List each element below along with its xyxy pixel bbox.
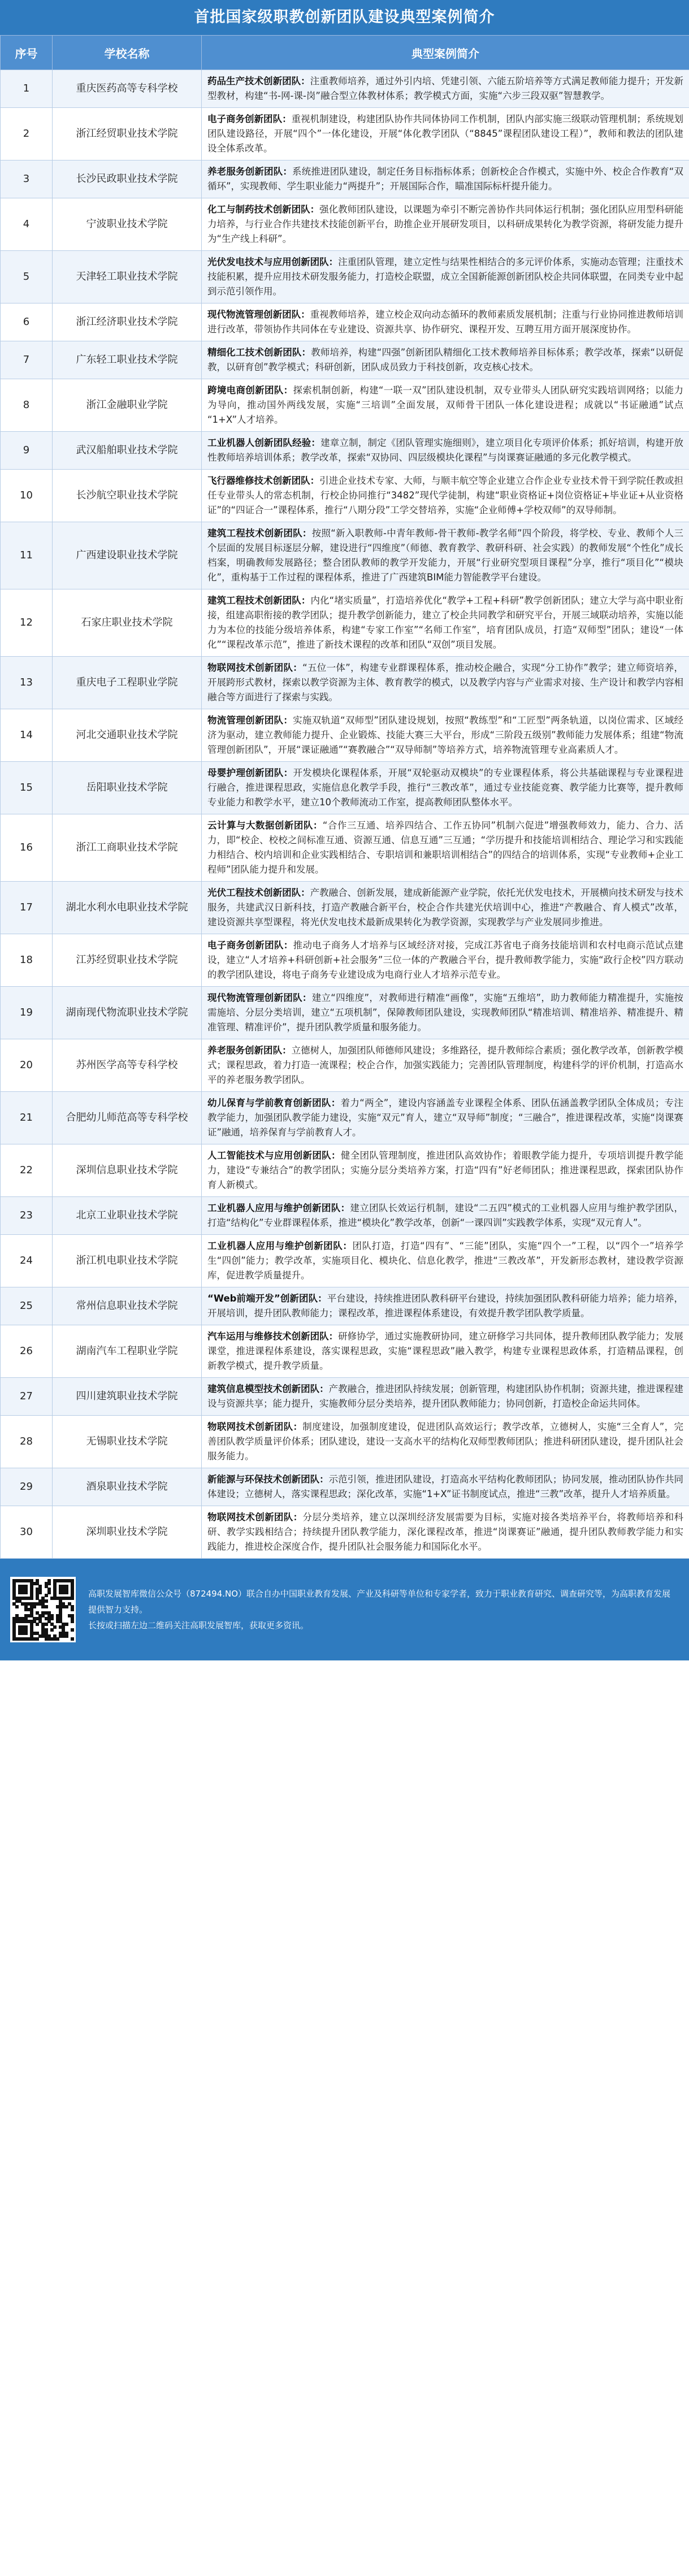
row-number: 25 [1, 1287, 53, 1325]
case-summary [202, 1287, 689, 1325]
table-row [1, 470, 689, 522]
team-name: 物联网技术创新团队： [207, 1421, 303, 1432]
team-name: 建筑工程技术创新团队： [207, 595, 311, 606]
team-name: 电子商务创新团队： [207, 114, 292, 124]
table-row [1, 1287, 689, 1325]
case-text: 教师培养，构建“四强”创新团队精细化工技术教师培养目标体系；教学改革，探索“以研促教，以研育创”教学模式；科研创新，团队成员致力于科技创新，攻克核心技术。 [207, 347, 683, 372]
team-name: 精细化工技术创新团队： [207, 347, 311, 358]
table-row [1, 1378, 689, 1416]
school-name: 深圳信息职业技术学院 [53, 1144, 202, 1197]
case-summary [202, 470, 689, 522]
team-name: 工业机器人应用与维护创新团队： [207, 1241, 353, 1251]
row-number: 23 [1, 1197, 53, 1235]
row-number: 14 [1, 709, 53, 762]
table-row [1, 379, 689, 432]
table-row [1, 1235, 689, 1287]
school-name: 宁波职业技术学院 [53, 198, 202, 251]
school-name: 长沙航空职业技术学院 [53, 470, 202, 522]
case-text: 建立“四维度”，对教师进行精准“画像”，实施“五维培”，助力教师能力精准提升，实施按需施培、分层分类培训，建立“五项机制”，保障教师团队建设，实现教师团队“精准培训、精准培养、精准提升、精准管理、精准评价”，提升团队教学质量和服务能力。 [207, 992, 683, 1033]
case-summary [202, 1144, 689, 1197]
row-number: 12 [1, 589, 53, 657]
school-name: 无锡职业技术学院 [53, 1416, 202, 1468]
case-summary [202, 882, 689, 934]
school-name: 北京工业职业技术学院 [53, 1197, 202, 1235]
row-number: 24 [1, 1235, 53, 1287]
case-summary [202, 251, 689, 303]
case-summary [202, 1039, 689, 1092]
row-number: 3 [1, 161, 53, 198]
school-name: 江苏经贸职业技术学院 [53, 934, 202, 987]
case-text: 制度建设，加强制度建设，促进团队高效运行；教学改革，立德树人，实施“三全育人”，完善团队教学质量评价体系；团队建设，建设一支高水平的结构化双师型教师团队；推进科研团队建设，提升团队社会服务能力。 [207, 1421, 683, 1462]
row-number: 29 [1, 1468, 53, 1506]
row-number: 27 [1, 1378, 53, 1416]
row-number: 30 [1, 1506, 53, 1559]
case-summary [202, 198, 689, 251]
row-number: 10 [1, 470, 53, 522]
team-name: 物联网技术创新团队： [207, 1512, 303, 1523]
table-row [1, 522, 689, 589]
team-name: 工业机器人创新团队经验： [207, 437, 321, 448]
team-name: 养老服务创新团队： [207, 166, 293, 177]
table-row [1, 1039, 689, 1092]
case-summary [202, 379, 689, 432]
case-summary [202, 814, 689, 882]
row-number: 22 [1, 1144, 53, 1197]
case-summary [202, 1416, 689, 1468]
case-text: “五位一体”，构建专业群课程体系，推动校企融合，实现“分工协作”教学；建立师资培养，开展跨形式教材，探索以教学资源为主体、教育教学的模式，以及教学内容与产业需求对接、生产设计和教学内容相融合等方面进行了探索与实践。 [207, 662, 684, 702]
case-summary [202, 108, 689, 161]
case-text: 开发模块化课程体系，开展“双轮驱动双模块”的专业课程体系，将公共基础课程与专业课程进行融合，推进课程思政，实施信息化教学手段，推行“三教改革”，通过专业技能竞赛、教学能力比赛等，提升教师专业能力和教学水平，建立10个教师流动工作室，提高教师团队整体水平。 [207, 767, 683, 808]
case-text: 团队打造，打造“四有”、“三能”团队，实施“四个一”工程，以“四个一”培养学生“四创”能力；教学改革，实施项目化、模块化、信息化教学，推进“三教改革”，开发新形态教材，建设教学资源库，促进教学质量提升。 [207, 1241, 684, 1281]
row-number: 8 [1, 379, 53, 432]
case-summary [202, 303, 689, 341]
case-text: 探索机制创新，构建“一联一双”团队建设机制，双专业带头人团队研究实践培训网络；以能力为导向，推动国外两线发展，实施“三培训”全面发展，双师骨干团队一体化建设进程；成就以“书证融通”试点 “1+X”人才培养。 [207, 385, 683, 425]
team-name: “Web前端开发”创新团队： [207, 1293, 327, 1304]
case-text: “合作三互通、培养四结合、工作五协同”机制六促进”增强教师效力，能力、合力、活力，即“校企、校校之间标准互通、资源互通、信息互通”三互通；“学历提升和技能培训相结合、理论学习和实践能力相结合、校内培训和企业实践相结合、专职培训和兼职培训相结合”的四结合的培训体系，实现“专业教师+企业工程师”团队能力提升和发展。 [207, 820, 683, 875]
header-school: 学校名称 [53, 36, 202, 70]
case-summary [202, 1325, 689, 1378]
case-summary [202, 709, 689, 762]
school-name: 深圳职业技术学院 [53, 1506, 202, 1559]
case-summary [202, 341, 689, 379]
team-name: 母婴护理创新团队： [207, 767, 293, 778]
table-row [1, 1325, 689, 1378]
table-row [1, 161, 689, 198]
page-title: 首批国家级职教创新团队建设典型案例简介 [0, 0, 689, 35]
case-summary [202, 657, 689, 709]
row-number: 15 [1, 762, 53, 814]
team-name: 电子商务创新团队： [207, 940, 293, 951]
school-name: 浙江机电职业技术学院 [53, 1235, 202, 1287]
table-row [1, 1092, 689, 1144]
case-summary [202, 70, 689, 108]
row-number: 7 [1, 341, 53, 379]
table-row [1, 251, 689, 303]
school-name: 浙江经贸职业技术学院 [53, 108, 202, 161]
case-text: 按照“新入职教师-中青年教师-骨干教师-教学名师”四个阶段，将学校、专业、教师个人三个层面的发展目标逐层分解，建设进行“四维度”（师德、教育教学、教研科研、社会实践）的教师发展“个性化”成长档案，明确教师发展路径；整合团队教师的教学开发能力，开展“行业研究型项目课程”分享，推行“项目化”“模块化”，重构基于工作过程的课程体系，推进了广西建筑BIM能力智能教学平台建设。 [207, 528, 683, 583]
case-text: 实施双轨道“双师型”团队建设规划，按照“教练型”和“工匠型”两条轨道，以岗位需求、区域经济为驱动，建立教师能力提升、企业锻炼、技能大赛三大平台，形成“三阶段五级别”教师能力发展体系；组建“物流管理创新团队”，开展“课证融通”“赛教融合”“双导师制”等培养方式，培养物流管理专业高素质人才。 [207, 715, 684, 755]
team-name: 物联网技术创新团队： [207, 662, 303, 673]
team-name: 光伏发电技术与应用创新团队： [207, 257, 339, 267]
case-text: 研修协学，通过实施教研协同，建立研修学习共同体，提升教师团队教学能力；发展课堂，推进课程体系建设，落实课程思政，实施“课程思政”融入教学，构建专业课程思政体系，打造精品课程，创新教学模式，提升教学质量。 [207, 1331, 684, 1371]
school-name: 四川建筑职业技术学院 [53, 1378, 202, 1416]
table-header-row [1, 36, 689, 70]
case-text: 系统推进团队建设，制定任务目标指标体系；创新校企合作模式，实施中外、校企合作教育“双循环”，实现教师、学生职业能力“两提升”；开展国际合作，瞄准国际标杆提升能力。 [207, 166, 683, 192]
table-row [1, 1144, 689, 1197]
case-summary [202, 1468, 689, 1506]
team-name: 幼儿保育与学前教育创新团队： [207, 1098, 341, 1108]
table-row [1, 198, 689, 251]
table-row [1, 814, 689, 882]
team-name: 光伏工程技术创新团队： [207, 887, 310, 898]
row-number: 2 [1, 108, 53, 161]
team-name: 汽车运用与维修技术创新团队： [207, 1331, 339, 1342]
row-number: 18 [1, 934, 53, 987]
row-number: 17 [1, 882, 53, 934]
row-number: 11 [1, 522, 53, 589]
team-name: 工业机器人应用与维护创新团队： [207, 1203, 350, 1213]
school-name: 天津轻工职业技术学院 [53, 251, 202, 303]
school-name: 浙江工商职业技术学院 [53, 814, 202, 882]
row-number: 19 [1, 987, 53, 1039]
case-text: 注重教师培养，通过外引内培、凭建引领、六能五阶培养等方式满足教师能力提升；开发新型教材，构建“书-网-课-岗”融合型立体教材体系；教学模式方面，实施“六步三段双驱”智慧教学。 [207, 76, 684, 101]
row-number: 9 [1, 432, 53, 470]
case-text: 分层分类培养，建立以深圳经济发展需要为目标，实施对接各类培养平台，将教师培养和科研、教学实践相结合；持续提升团队教学能力，深化课程改革，推进“岗课赛证”融通，提升团队教师教学能力和实践能力，推进校企深度合作，提升团队社会服务能力和国际化水平。 [207, 1512, 684, 1552]
team-name: 养老服务创新团队： [207, 1045, 292, 1056]
team-name: 药品生产技术创新团队： [207, 76, 310, 86]
row-number: 26 [1, 1325, 53, 1378]
school-name: 苏州医学高等专科学校 [53, 1039, 202, 1092]
school-name: 岳阳职业技术学院 [53, 762, 202, 814]
row-number: 4 [1, 198, 53, 251]
case-text: 内化“堵实质量”，打造培养优化“教学+工程+科研”教学创新团队；建立大学与高中职业衔接，组建高职衔接的教学团队；提升教学创新能力，建立了校企共同教学和研究平台，开展三域联动培养，实施以能力为本位的技能分级培养体系，构建“专家工作室”“名师工作室”，培育团队成员，打造“双师型”团队；建设“一体化”“课程改革示范”，推进了新技术课程的改革和团队“双创”项目发展。 [207, 595, 684, 650]
case-text: 着力“两全”，建设内容涵盖专业课程全体系、团队伍涵盖教学团队全体成员；专注教学能力，加强团队教学能力建设，实施“双元”育人，建立“双导师”制度；“三融合”，推进课程改革，实施“岗课赛证”融通，培养保育与学前教育人才。 [207, 1098, 683, 1138]
table-row [1, 303, 689, 341]
team-name: 现代物流管理创新团队： [207, 309, 310, 320]
row-number: 1 [1, 70, 53, 108]
team-name: 跨境电商创新团队： [207, 385, 293, 396]
header-no: 序号 [1, 36, 53, 70]
qr-code-icon [10, 1577, 76, 1642]
case-text: 示范引领，推进团队建设，打造高水平结构化教师团队；协同发展，推动团队协作共同体建设；立德树人，落实课程思政；深化改革，实施“1+X”证书制度试点，推进“三教”改革，提升人才培养质量。 [207, 1474, 684, 1499]
school-name: 浙江经济职业技术学院 [53, 303, 202, 341]
school-name: 浙江金融职业学院 [53, 379, 202, 432]
case-text: 平台建设，持续推进团队教科研平台建设，持续加强团队教科研能力培养；能力培养，开展培训，提升团队教师能力；课程改革，推进课程体系建设，有效提升教学团队教学质量。 [207, 1293, 683, 1319]
team-name: 云计算与大数据创新团队： [207, 820, 323, 831]
footer [0, 1559, 689, 1660]
footer-line-2: 长按或扫描左边二维码关注高职发展智库，获取更多资讯。 [88, 1620, 309, 1630]
table-row [1, 432, 689, 470]
school-name: 常州信息职业技术学院 [53, 1287, 202, 1325]
school-name: 长沙民政职业技术学院 [53, 161, 202, 198]
team-name: 现代物流管理创新团队： [207, 992, 312, 1003]
table-row [1, 70, 689, 108]
case-text: 推动电子商务人才培养与区域经济对接，完成江苏省电子商务技能培训和农村电商示范试点建设，建立“人才培养+科研创新+社会服务”三位一体的产教融合平台，提升教师教学能力，实施“政行企校”四方联动的教学团队建设，将电子商务专业建设成为电商行业人才培养示范专业。 [207, 940, 684, 980]
table-row [1, 341, 689, 379]
case-summary [202, 987, 689, 1039]
school-name: 重庆医药高等专科学校 [53, 70, 202, 108]
case-summary [202, 1506, 689, 1559]
table-row [1, 1468, 689, 1506]
case-summary [202, 1197, 689, 1235]
table-row [1, 882, 689, 934]
case-text: 健全团队管理制度，推进团队高效协作；着眼教学能力提升，专项培训提升教学能力，建设“专兼结合”的教学团队；实施分层分类培养方案，打造“四有”好老师团队；推进课程思政，探索团队协作育人新模式。 [207, 1150, 684, 1190]
case-text: 重视机制建设，构建团队协作共同体协同工作机制，团队内部实施三级联动管理机制；系统规划团队建设路径，开展“四个”一体化建设，开展“体化教学团队（“8845”课程团队建设工程）”，教师和教法的团队建设全体系改革。 [207, 114, 684, 154]
school-name: 湖南现代物流职业技术学院 [53, 987, 202, 1039]
table-row [1, 1197, 689, 1235]
table-row [1, 987, 689, 1039]
header-case: 典型案例简介 [202, 36, 689, 70]
row-number: 16 [1, 814, 53, 882]
team-name: 建筑信息模型技术创新团队： [207, 1384, 329, 1394]
case-summary [202, 432, 689, 470]
case-text: 产教融合、创新发展，建成新能源产业学院，依托光伏发电技术，开展横向技术研发与技术服务，共建武汉日新科技，打造产教融合新平台，校企合作共建光伏培训中心，推进“产教融合、育人模式”改革，建设资源共享型课程，将光伏发电技术最新成果转化为教学资源，实现教学与产业发展同步推进。 [207, 887, 684, 927]
case-summary [202, 1235, 689, 1287]
table-row [1, 934, 689, 987]
case-text: 建章立制，制定《团队管理实施细则》，建立项目化专项评价体系；抓好培训，构建开放性教师培养培训体系；教学改革，探索“双协同、四层级模块化课程”与岗课赛证融通的多元化教学模式。 [207, 437, 684, 463]
school-name: 湖北水利水电职业技术学院 [53, 882, 202, 934]
case-text: 引进企业技术专家、大师，与顺丰航空等企业建立合作企业专业技术骨干到学院任教或担任专业带头人的常态机制，行校企协同推行“3482”现代学徒制，构建“职业资格证+岗位资格证+毕业证+从业资格证”的“四证合一”课程体系，推行“八期分段”工学交替培养，实施“企业师傅+学校双师”的双导师制。 [207, 475, 684, 515]
case-summary [202, 1092, 689, 1144]
row-number: 5 [1, 251, 53, 303]
school-name: 合肥幼儿师范高等专科学校 [53, 1092, 202, 1144]
school-name: 湖南汽车工程职业学院 [53, 1325, 202, 1378]
case-summary [202, 1378, 689, 1416]
footer-line-1: 高职发展智库微信公众号（872494.NO）联合自办中国职业教育发展、产业及科研等单位和专家学者，致力于职业教育研究、调查研究等，为高职教育发展提供智力支持。 [88, 1589, 671, 1615]
table-row [1, 589, 689, 657]
case-text: 强化教师团队建设，以课题为牵引不断完善协作共同体运行机制；强化团队应用型科研能力培养，与行业合作共建技术技能创新平台，助推企业开展研发项目，以科研成果转化为教学资源，将研发能力提升为“生产线上科研”。 [207, 204, 684, 244]
school-name: 石家庄职业技术学院 [53, 589, 202, 657]
team-name: 新能源与环保技术创新团队： [207, 1474, 329, 1485]
team-name: 人工智能技术与应用创新团队： [207, 1150, 341, 1161]
case-summary [202, 522, 689, 589]
case-table [0, 35, 689, 1559]
team-name: 建筑工程技术创新团队： [207, 528, 312, 539]
case-text: 建立团队长效运行机制，建设“二五四”模式的工业机器人应用与维护教学团队，打造“结构化”专业群课程体系，推进“模块化”教学改革，创新“一课四训”实践教学体系，实现“双元育人”。 [207, 1203, 683, 1228]
row-number: 21 [1, 1092, 53, 1144]
team-name: 飞行器维修技术创新团队： [207, 475, 320, 486]
school-name: 武汉船舶职业技术学院 [53, 432, 202, 470]
school-name: 广西建设职业技术学院 [53, 522, 202, 589]
table-row [1, 657, 689, 709]
row-number: 28 [1, 1416, 53, 1468]
row-number: 20 [1, 1039, 53, 1092]
school-name: 河北交通职业技术学院 [53, 709, 202, 762]
case-text: 立德树人，加强团队师德师风建设；多维路径，提升教师综合素质；强化教学改革，创新教学模式；课程思政，着力打造一流课程；校企合作，加强实践能力；完善团队管理制度，构建科学的评价机制，打造高水平的养老服务教学团队。 [207, 1045, 684, 1085]
table-row [1, 709, 689, 762]
school-name: 重庆电子工程职业学院 [53, 657, 202, 709]
table-row [1, 108, 689, 161]
table-row [1, 1416, 689, 1468]
case-text: 产教融合，推进团队持续发展；创新管理，构建团队协作机制；资源共建，推进课程建设与资源共享；能力提升，实施教师分层分类培养，提升团队教师能力；协同创新，打造校企命运共同体。 [207, 1384, 684, 1409]
team-name: 化工与制药技术创新团队： [207, 204, 320, 215]
school-name: 广东轻工职业技术学院 [53, 341, 202, 379]
team-name: 物流管理创新团队： [207, 715, 293, 726]
case-summary [202, 934, 689, 987]
case-summary [202, 762, 689, 814]
case-text: 注重团队管理，建立定性与结果性相结合的多元评价体系，实施动态管理；注重技术技能积累，提升应用技术研发服务能力，打造校企联盟，成立全国新能源创新团队校企共同体联盟，在同类专业中起到示范引领作用。 [207, 257, 684, 297]
table-row [1, 1506, 689, 1559]
row-number: 13 [1, 657, 53, 709]
school-name: 酒泉职业技术学院 [53, 1468, 202, 1506]
row-number: 6 [1, 303, 53, 341]
case-summary [202, 589, 689, 657]
case-summary [202, 161, 689, 198]
table-row [1, 762, 689, 814]
case-text: 重视教师培养，建立校企双向动态循环的教师素质发展机制；注重与行业协同推进教师培训进行改革，带领协作共同体在专业建设、资源共享、协作研究、课程开发、互聘互用方面开展深度协作。 [207, 309, 684, 335]
